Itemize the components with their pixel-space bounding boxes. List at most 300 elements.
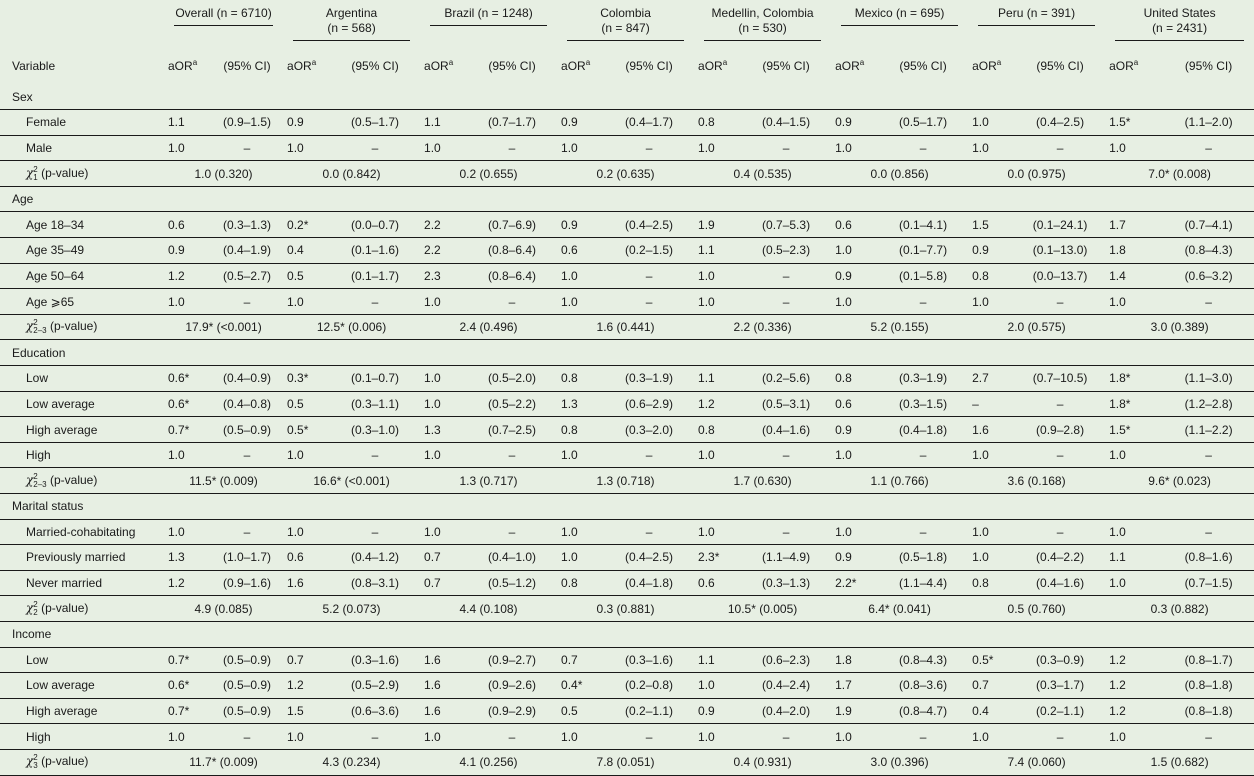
ci-cell: (0.9–2.7) xyxy=(467,647,557,673)
chi-square-value: 16.6* (<0.001) xyxy=(283,468,420,494)
aor-cell: 1.0 xyxy=(694,289,741,315)
row-label: Age 35–49 xyxy=(0,238,164,264)
ci-cell: – xyxy=(741,442,831,468)
chi-square-value: 3.0 (0.389) xyxy=(1105,314,1254,340)
aor-cell: 0.5 xyxy=(283,391,330,417)
aor-cell: 1.0 xyxy=(420,391,467,417)
ci-cell: – xyxy=(604,289,694,315)
aor-cell: 0.6 xyxy=(164,212,211,238)
aor-cell: 0.5* xyxy=(968,647,1015,673)
aor-column-header xyxy=(283,41,330,84)
aor-cell: 1.6 xyxy=(420,673,467,699)
aor-cell: 1.0 xyxy=(164,519,211,545)
group-header-line1: Peru (n = 391) xyxy=(998,6,1076,20)
aor-cell: 1.4 xyxy=(1105,263,1163,289)
ci-cell: – xyxy=(330,289,420,315)
ci-cell: – xyxy=(1015,289,1105,315)
aor-cell: 1.0 xyxy=(283,519,330,545)
chi-superscript: 2 xyxy=(33,471,38,481)
ci-cell: – xyxy=(741,724,831,750)
chi-square-label xyxy=(0,749,164,775)
aor-cell: 1.0 xyxy=(968,110,1015,136)
ci-column-header: (95% CI) xyxy=(1184,58,1233,73)
ci-cell: – xyxy=(467,135,557,161)
table-row xyxy=(0,647,1254,673)
ci-cell: (0.8–4.3) xyxy=(878,647,968,673)
ci-cell: (0.3–1.9) xyxy=(604,366,694,392)
aor-cell: 0.4* xyxy=(557,673,604,699)
ci-cell: (0.7–10.5) xyxy=(1015,366,1105,392)
aor-label: aOR xyxy=(835,59,860,73)
ci-cell: – xyxy=(330,519,420,545)
aor-cell: 1.0 xyxy=(557,724,604,750)
group-header-line1: Argentina xyxy=(325,6,378,20)
aor-cell: 1.0 xyxy=(164,289,211,315)
table-row xyxy=(0,417,1254,443)
ci-cell: (0.8–4.3) xyxy=(1163,238,1254,264)
aor-cell: 0.9 xyxy=(557,110,604,136)
aor-cell: 0.6 xyxy=(557,238,604,264)
ci-cell: – xyxy=(467,724,557,750)
ci-cell: (0.4–1.0) xyxy=(467,545,557,571)
aor-cell: 0.8 xyxy=(557,417,604,443)
group-header xyxy=(164,0,283,41)
section-label: Marital status xyxy=(0,494,1254,520)
aor-cell: 1.6 xyxy=(420,647,467,673)
table-row xyxy=(0,698,1254,724)
aor-cell: 0.2* xyxy=(283,212,330,238)
aor-cell: 1.0 xyxy=(1105,570,1163,596)
chi-square-value: 0.0 (0.975) xyxy=(968,161,1105,187)
section-label: Sex xyxy=(0,84,1254,110)
aor-label: aOR xyxy=(698,59,723,73)
aor-cell: 1.0 xyxy=(1105,519,1163,545)
ci-cell: (0.6–2.3) xyxy=(741,647,831,673)
chi-square-value: 5.2 (0.155) xyxy=(831,314,968,340)
group-header-line2: (n = 2431) xyxy=(1152,21,1208,35)
aor-cell: 1.0 xyxy=(557,263,604,289)
ci-cell: (0.5–0.9) xyxy=(211,647,283,673)
aor-cell: 1.1 xyxy=(1105,545,1163,571)
ci-cell: (0.2–1.1) xyxy=(1015,698,1105,724)
chi-pvalue-label: (p-value) xyxy=(37,600,89,615)
ci-cell: (0.1–7.7) xyxy=(878,238,968,264)
ci-cell: (0.8–1.6) xyxy=(1163,545,1254,571)
aor-cell: 0.5 xyxy=(557,698,604,724)
chi-square-value: 9.6* (0.023) xyxy=(1105,468,1254,494)
aor-cell: 1.0 xyxy=(420,442,467,468)
aor-cell: 1.0 xyxy=(831,724,878,750)
aor-cell: 1.0 xyxy=(1105,442,1163,468)
ci-cell: – xyxy=(1015,724,1105,750)
aor-cell: 1.0 xyxy=(968,442,1015,468)
chi-square-value: 1.1 (0.766) xyxy=(831,468,968,494)
ci-cell: (0.5–1.7) xyxy=(878,110,968,136)
aor-cell: 0.7 xyxy=(968,673,1015,699)
ci-cell: – xyxy=(211,724,283,750)
aor-cell: 0.8 xyxy=(557,570,604,596)
aor-cell: 1.0 xyxy=(694,673,741,699)
table-row xyxy=(0,442,1254,468)
aor-cell: 0.3* xyxy=(283,366,330,392)
row-label: Married-cohabitating xyxy=(0,519,164,545)
ci-cell: (0.4–2.4) xyxy=(741,673,831,699)
chi-square-value: 2.2 (0.336) xyxy=(694,314,831,340)
aor-cell: 1.3 xyxy=(164,545,211,571)
chi-square-value: 0.4 (0.535) xyxy=(694,161,831,187)
ci-cell: (0.4–1.9) xyxy=(211,238,283,264)
ci-cell: (0.5–2.3) xyxy=(741,238,831,264)
ci-cell: – xyxy=(211,442,283,468)
row-label: Previously married xyxy=(0,545,164,571)
section-label: Age xyxy=(0,186,1254,212)
ci-cell: (0.1–0.7) xyxy=(330,366,420,392)
chi-square-row xyxy=(0,468,1254,494)
aor-footnote-mark: a xyxy=(722,58,728,67)
group-header xyxy=(694,0,831,41)
row-label: Low xyxy=(0,647,164,673)
chi-pvalue-label: (p-value) xyxy=(37,165,89,180)
chi-pvalue-label: (p-value) xyxy=(46,319,98,334)
aor-cell: 1.0 xyxy=(420,519,467,545)
group-header-line2: (n = 568) xyxy=(327,21,376,35)
chi-square-value: 0.2 (0.655) xyxy=(420,161,557,187)
chi-square-value: 0.5 (0.760) xyxy=(968,596,1105,622)
table-row xyxy=(0,135,1254,161)
chi-subscript: 2–3 xyxy=(33,326,47,336)
ci-cell: (0.5–2.7) xyxy=(211,263,283,289)
ci-cell: (0.3–1.1) xyxy=(330,391,420,417)
aor-footnote-mark: a xyxy=(1133,58,1139,67)
aor-cell: 1.0 xyxy=(557,442,604,468)
section-label: Education xyxy=(0,340,1254,366)
aor-cell: 0.9 xyxy=(831,263,878,289)
ci-cell: (0.2–5.6) xyxy=(741,366,831,392)
ci-cell: (0.8–1.7) xyxy=(1163,647,1254,673)
ci-cell: (1.1–3.0) xyxy=(1163,366,1254,392)
group-header xyxy=(831,0,968,41)
ci-cell: (0.1–1.6) xyxy=(330,238,420,264)
row-label: Age 18–34 xyxy=(0,212,164,238)
chi-square-value: 11.5* (0.009) xyxy=(164,468,283,494)
table-row xyxy=(0,212,1254,238)
ci-column-header: (95% CI) xyxy=(762,58,810,73)
chi-square-value: 4.3 (0.234) xyxy=(283,749,420,775)
aor-cell: 1.6 xyxy=(968,417,1015,443)
ci-cell: (0.4–2.2) xyxy=(1015,545,1105,571)
ci-cell: – xyxy=(1163,519,1254,545)
row-label: Male xyxy=(0,135,164,161)
aor-cell: 1.1 xyxy=(694,647,741,673)
ci-cell: (0.7–6.9) xyxy=(467,212,557,238)
aor-cell: 1.0 xyxy=(420,289,467,315)
aor-cell: 1.7 xyxy=(831,673,878,699)
aor-cell: 2.3* xyxy=(694,545,741,571)
aor-cell: 1.3 xyxy=(420,417,467,443)
ci-cell: (0.2–1.1) xyxy=(604,698,694,724)
aor-cell: 2.7 xyxy=(968,366,1015,392)
ci-cell: (0.4–1.7) xyxy=(604,110,694,136)
ci-cell: – xyxy=(604,442,694,468)
chi-square-value: 3.0 (0.396) xyxy=(831,749,968,775)
aor-cell: 0.6 xyxy=(831,391,878,417)
chi-square-value: 7.4 (0.060) xyxy=(968,749,1105,775)
chi-subscript: 1 xyxy=(33,172,38,182)
ci-cell: (0.5–1.7) xyxy=(330,110,420,136)
chi-subscript: 3 xyxy=(33,761,38,771)
ci-cell: (0.5–1.2) xyxy=(467,570,557,596)
aor-cell: 1.2 xyxy=(1105,647,1163,673)
aor-label: aOR xyxy=(168,59,193,73)
ci-cell: (0.3–1.3) xyxy=(741,570,831,596)
table-row xyxy=(0,724,1254,750)
ci-cell: (0.8–3.6) xyxy=(878,673,968,699)
chi-square-value: 1.5 (0.682) xyxy=(1105,749,1254,775)
aor-cell: 0.9 xyxy=(164,238,211,264)
table-row xyxy=(0,366,1254,392)
aor-column-header xyxy=(557,41,604,84)
ci-cell: (0.4–1.8) xyxy=(604,570,694,596)
aor-cell: 0.6 xyxy=(831,212,878,238)
chi-square-value: 0.2 (0.635) xyxy=(557,161,694,187)
aor-cell: 1.2 xyxy=(694,391,741,417)
ci-cell: – xyxy=(604,519,694,545)
aor-cell: 0.6* xyxy=(164,391,211,417)
ci-column-header: (95% CI) xyxy=(223,58,271,73)
aor-cell: 0.7* xyxy=(164,698,211,724)
chi-square-value: 0.0 (0.856) xyxy=(831,161,968,187)
aor-column-header xyxy=(420,41,467,84)
aor-cell: 2.2 xyxy=(420,212,467,238)
aor-cell: 0.8 xyxy=(968,570,1015,596)
ci-cell: (1.2–2.8) xyxy=(1163,391,1254,417)
aor-cell: 1.0 xyxy=(831,238,878,264)
chi-superscript: 2 xyxy=(33,318,38,328)
chi-square-value: 3.6 (0.168) xyxy=(968,468,1105,494)
table-row xyxy=(0,110,1254,136)
aor-cell: 1.0 xyxy=(283,442,330,468)
ci-cell: (0.6–2.9) xyxy=(604,391,694,417)
row-label: Low xyxy=(0,366,164,392)
ci-cell: (0.8–6.4) xyxy=(467,238,557,264)
ci-cell: (0.3–0.9) xyxy=(1015,647,1105,673)
aor-cell: 0.7* xyxy=(164,647,211,673)
section-row xyxy=(0,84,1254,110)
aor-footnote-mark: a xyxy=(585,58,591,67)
chi-subscript: 2–3 xyxy=(33,479,47,489)
aor-cell: 1.5 xyxy=(968,212,1015,238)
aor-footnote-mark: a xyxy=(996,58,1002,67)
chi-symbol: χ xyxy=(26,319,34,334)
aor-cell: 1.2 xyxy=(1105,698,1163,724)
aor-cell: 0.9 xyxy=(283,110,330,136)
group-header xyxy=(283,0,420,41)
table-row xyxy=(0,519,1254,545)
ci-cell: (0.6–3.6) xyxy=(330,698,420,724)
section-row xyxy=(0,494,1254,520)
ci-cell: (0.8–1.8) xyxy=(1163,698,1254,724)
aor-cell: 1.0 xyxy=(694,519,741,545)
chi-square-value: 1.6 (0.441) xyxy=(557,314,694,340)
row-label: Age 50–64 xyxy=(0,263,164,289)
chi-square-value: 12.5* (0.006) xyxy=(283,314,420,340)
chi-square-value: 17.9* (<0.001) xyxy=(164,314,283,340)
ci-cell: (0.1–1.7) xyxy=(330,263,420,289)
aor-cell: 0.8 xyxy=(831,366,878,392)
aor-cell: 0.9 xyxy=(557,212,604,238)
ci-cell: – xyxy=(878,724,968,750)
ci-cell: (0.5–0.9) xyxy=(211,698,283,724)
ci-column-header: (95% CI) xyxy=(899,58,947,73)
aor-cell: 1.2 xyxy=(164,263,211,289)
ci-cell: (0.5–2.9) xyxy=(330,673,420,699)
chi-square-value: 7.0* (0.008) xyxy=(1105,161,1254,187)
ci-cell: (0.3–2.0) xyxy=(604,417,694,443)
ci-cell: (1.0–1.7) xyxy=(211,545,283,571)
variable-column-header: Variable xyxy=(12,58,56,73)
chi-square-row xyxy=(0,596,1254,622)
aor-cell: 0.7 xyxy=(420,545,467,571)
ci-cell: (0.0–0.7) xyxy=(330,212,420,238)
ci-cell: (0.3–1.6) xyxy=(604,647,694,673)
ci-cell: – xyxy=(741,519,831,545)
ci-cell: – xyxy=(604,135,694,161)
aor-cell: 1.2 xyxy=(283,673,330,699)
chi-square-value: 0.3 (0.881) xyxy=(557,596,694,622)
row-label: High xyxy=(0,442,164,468)
aor-label: aOR xyxy=(561,59,586,73)
aor-cell: 1.0 xyxy=(1105,724,1163,750)
ci-cell: (0.5–0.9) xyxy=(211,417,283,443)
ci-cell: (0.4–2.5) xyxy=(604,212,694,238)
aor-cell: 1.9 xyxy=(694,212,741,238)
aor-cell: 1.0 xyxy=(831,289,878,315)
aor-cell: 0.8 xyxy=(694,110,741,136)
aor-cell: 0.9 xyxy=(968,238,1015,264)
ci-cell: (0.4–0.9) xyxy=(211,366,283,392)
aor-cell: 1.0 xyxy=(831,135,878,161)
group-header-line2: (n = 847) xyxy=(601,21,650,35)
group-header-line1: Mexico (n = 695) xyxy=(854,6,945,20)
aor-cell: 2.3 xyxy=(420,263,467,289)
aor-cell: 1.0 xyxy=(557,519,604,545)
aor-cell: 0.5* xyxy=(283,417,330,443)
ci-cell: (0.4–0.8) xyxy=(211,391,283,417)
ci-cell: (0.5–1.8) xyxy=(878,545,968,571)
aor-cell: 0.7 xyxy=(283,647,330,673)
ci-cell: (0.3–1.7) xyxy=(1015,673,1105,699)
aor-cell: 0.4 xyxy=(283,238,330,264)
ci-cell: (0.0–13.7) xyxy=(1015,263,1105,289)
ci-cell: (0.5–2.0) xyxy=(467,366,557,392)
aor-cell: 1.0 xyxy=(283,724,330,750)
chi-pvalue-label: (p-value) xyxy=(46,472,98,487)
ci-cell: (1.1–4.9) xyxy=(741,545,831,571)
group-header-line1: Overall (n = 6710) xyxy=(175,6,272,20)
aor-cell: 1.0 xyxy=(420,135,467,161)
chi-square-value: 2.0 (0.575) xyxy=(968,314,1105,340)
chi-square-value: 7.8 (0.051) xyxy=(557,749,694,775)
aor-label: aOR xyxy=(1109,59,1134,73)
ci-cell: (0.1–13.0) xyxy=(1015,238,1105,264)
chi-square-label xyxy=(0,468,164,494)
aor-cell: 1.1 xyxy=(420,110,467,136)
chi-square-value: 0.0 (0.842) xyxy=(283,161,420,187)
ci-cell: – xyxy=(467,519,557,545)
ci-cell: – xyxy=(330,442,420,468)
table-body xyxy=(0,84,1254,775)
ci-cell: (0.5–2.2) xyxy=(467,391,557,417)
ci-column-header: (95% CI) xyxy=(625,58,673,73)
aor-cell: 1.1 xyxy=(694,238,741,264)
aor-cell: 1.6 xyxy=(283,570,330,596)
ci-cell: (0.9–1.6) xyxy=(211,570,283,596)
ci-cell: – xyxy=(467,289,557,315)
chi-square-value: 4.9 (0.085) xyxy=(164,596,283,622)
ci-cell: (0.9–2.6) xyxy=(467,673,557,699)
ci-cell: (0.8–3.1) xyxy=(330,570,420,596)
ci-cell: – xyxy=(330,135,420,161)
aor-column-header xyxy=(968,41,1015,84)
chi-pvalue-label: (p-value) xyxy=(37,754,89,769)
chi-square-value: 1.3 (0.718) xyxy=(557,468,694,494)
aor-cell: 1.8 xyxy=(831,647,878,673)
aor-cell: 1.0 xyxy=(1105,289,1163,315)
aor-cell: 0.9 xyxy=(831,417,878,443)
ci-cell: – xyxy=(1015,519,1105,545)
ci-cell: – xyxy=(878,135,968,161)
ci-cell: – xyxy=(1015,442,1105,468)
section-row xyxy=(0,621,1254,647)
aor-cell: 1.3 xyxy=(557,391,604,417)
ci-cell: – xyxy=(878,289,968,315)
aor-cell: 1.5 xyxy=(283,698,330,724)
ci-cell: (0.7–1.7) xyxy=(467,110,557,136)
ci-cell: – xyxy=(741,263,831,289)
aor-cell: 1.0 xyxy=(694,263,741,289)
ci-cell: – xyxy=(878,442,968,468)
aor-cell: 1.8 xyxy=(1105,238,1163,264)
table-row xyxy=(0,545,1254,571)
ci-cell: (0.1–24.1) xyxy=(1015,212,1105,238)
aor-cell: 1.0 xyxy=(968,724,1015,750)
ci-cell: (1.1–2.0) xyxy=(1163,110,1254,136)
table-row xyxy=(0,289,1254,315)
ci-cell: (0.4–1.2) xyxy=(330,545,420,571)
row-label: Never married xyxy=(0,570,164,596)
ci-cell: (0.4–1.6) xyxy=(741,417,831,443)
ci-cell: – xyxy=(878,519,968,545)
aor-cell: 0.9 xyxy=(831,545,878,571)
aor-label: aOR xyxy=(424,59,449,73)
ci-cell: – xyxy=(1015,391,1105,417)
row-label: High xyxy=(0,724,164,750)
aor-cell: 0.8 xyxy=(968,263,1015,289)
aor-column-header xyxy=(694,41,741,84)
aor-cell: 1.0 xyxy=(694,724,741,750)
table-row xyxy=(0,570,1254,596)
ci-cell: (0.8–6.4) xyxy=(467,263,557,289)
aor-cell: 1.0 xyxy=(694,135,741,161)
aor-footnote-mark: a xyxy=(448,58,454,67)
chi-square-value: 5.2 (0.073) xyxy=(283,596,420,622)
row-label: High average xyxy=(0,417,164,443)
chi-square-row xyxy=(0,749,1254,775)
ci-cell: – xyxy=(211,519,283,545)
ci-cell: – xyxy=(604,263,694,289)
chi-symbol: χ xyxy=(26,600,34,615)
aor-cell: 1.0 xyxy=(694,442,741,468)
